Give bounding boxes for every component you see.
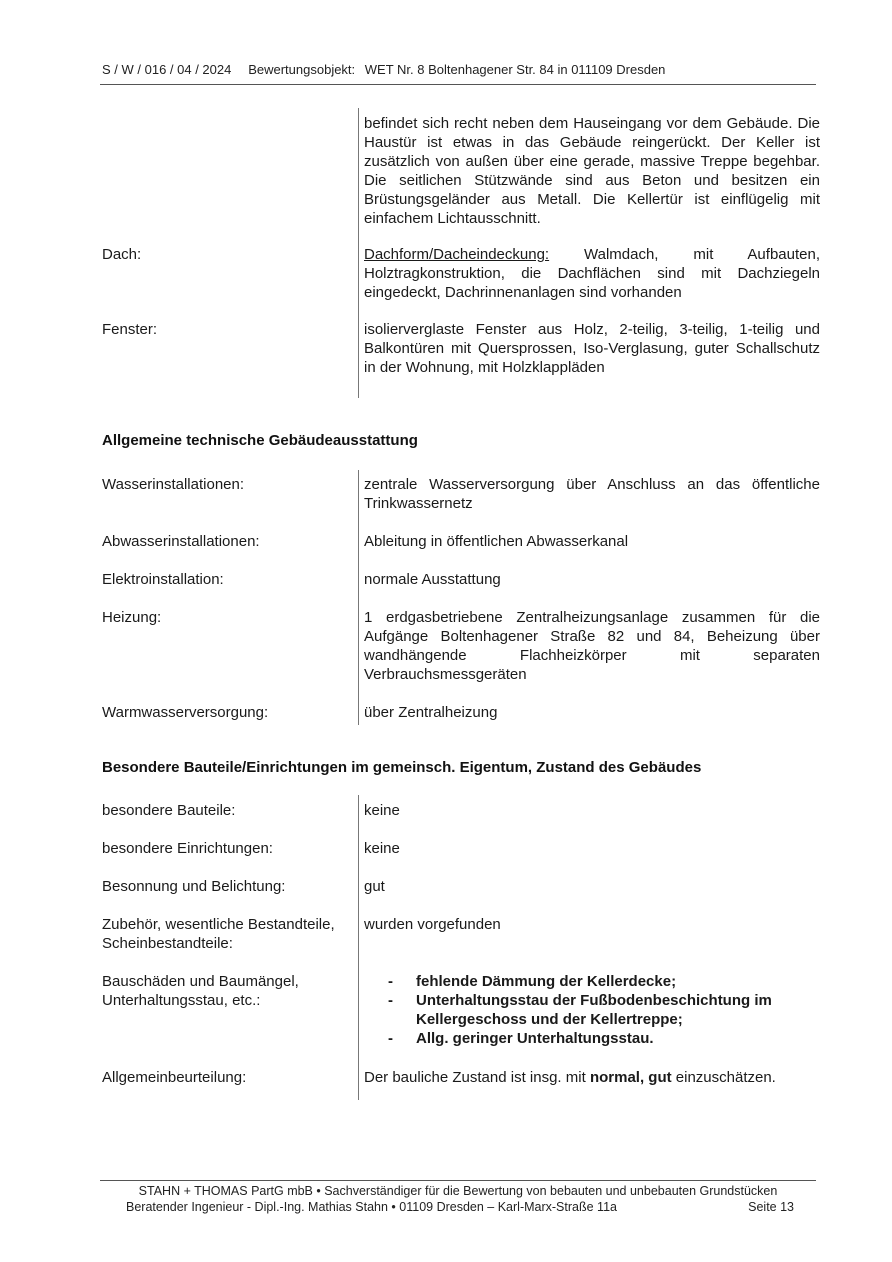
column-divider — [358, 795, 359, 1100]
label-abwasser: Abwasserinstallationen: — [102, 533, 260, 550]
label-besonnung: Besonnung und Belichtung: — [102, 878, 286, 895]
label-wasser: Wasserinstallationen: — [102, 476, 245, 493]
value-einrichtungen: keine — [364, 840, 400, 857]
header-divider — [100, 84, 816, 85]
label-bauteile: besondere Bauteile: — [102, 802, 236, 819]
label-dach: Dach: — [102, 246, 142, 263]
list-item: - Unterhaltungsstau der Fußbodenbeschichtung im Kellergeschoss und der Kellertreppe; — [388, 992, 772, 1028]
section-title-technik: Allgemeine technische Gebäudeausstattung — [102, 432, 418, 449]
dach-text: Walmdach, mit Aufbauten, Holztragkonstruktion, die Dachflächen sind mit Dachziegeln eingedeckt, Dachrinnenanlagen sind vorhanden — [364, 246, 820, 301]
list-item: - fehlende Dämmung der Kellerdecke; — [388, 973, 677, 990]
label-schaeden: Bauschäden und Baumängel, Unterhaltungsstau, etc.: — [102, 973, 299, 1009]
value-beurteilung: Der bauliche Zustand ist insg. mit normal, gut einzuschätzen. — [364, 1069, 776, 1086]
value-abwasser: Ableitung in öffentlichen Abwasserkanal — [364, 533, 629, 550]
object-address: WET Nr. 8 Boltenhagener Str. 84 in 011109 Dresden — [364, 62, 666, 77]
value-zubehoer: wurden vorgefunden — [364, 916, 501, 933]
value-schaeden — [364, 972, 820, 1048]
column-divider — [358, 108, 359, 398]
page-header — [102, 62, 822, 77]
page-number: Seite 13 — [748, 1200, 794, 1214]
value-fenster: isolierverglaste Fenster aus Holz, 2-teilig, 3-teilig, 1-teilig und Balkontüren mit Quersprossen, Iso-Verglasung, guter Schallschutz in der Wohnung, mit Holzklappläden — [364, 321, 820, 376]
value-besonnung: gut — [364, 878, 385, 895]
beurteilung-rating: normal, gut — [589, 1069, 672, 1086]
label-heizung: Heizung: — [102, 609, 162, 626]
footer-divider — [100, 1180, 816, 1181]
label-zubehoer: Zubehör, wesentliche Bestandteile, Scheinbestandteile: — [102, 916, 335, 952]
value-heizung: 1 erdgasbetriebene Zentralheizungsanlage zusammen für die Aufgänge Boltenhagener Straße 82 und 84, Beheizung über wandhängende Flachheizkörper mit separaten Verbrauchsmessgeräten — [364, 609, 820, 683]
label-warmwasser: Warmwasserversorgung: — [102, 704, 269, 721]
value-wasser: zentrale Wasserversorgung über Anschluss an das öffentliche Trinkwassernetz — [364, 476, 820, 512]
value-bauteile: keine — [364, 802, 400, 819]
label-beurteilung: Allgemeinbeurteilung: — [102, 1069, 247, 1086]
label-elektro: Elektroinstallation: — [102, 571, 224, 588]
footer-line-1: STAHN + THOMAS PartG mbB • Sachverständiger für die Bewertung von bebauten und unbebauten Grundstücken — [138, 1184, 778, 1198]
section-title-bauteile: Besondere Bauteile/Einrichtungen im gemeinsch. Eigentum, Zustand des Gebäudes — [102, 759, 702, 776]
label-einrichtungen: besondere Einrichtungen: — [102, 840, 273, 857]
object-label: Bewertungsobjekt: — [248, 62, 356, 77]
footer-line-2: Beratender Ingenieur - Dipl.-Ing. Mathias Stahn • 01109 Dresden – Karl-Marx-Straße 11a Seite 13 — [126, 1200, 794, 1214]
intro-text: befindet sich recht neben dem Hauseingang vor dem Gebäude. Die Haustür ist etwas in das Gebäude reingerückt. Der Keller ist zusätzlich von außen über eine gerade, massive Treppe begehbar. Die seitlichen Stützwände sind aus Beton und besitzen ein Brüstungsgeländer aus Metall. Die Kellertür ist einflügelig mit einfachem Lichtausschnitt. — [364, 115, 820, 227]
schaeden-list — [364, 972, 820, 1048]
dach-title: Dachform/Dacheindeckung: — [364, 246, 550, 263]
label-fenster: Fenster: — [102, 321, 158, 338]
column-divider — [358, 470, 359, 725]
document-reference: S / W / 016 / 04 / 2024 — [102, 62, 232, 77]
value-dach — [364, 245, 820, 302]
list-item: - Allg. geringer Unterhaltungsstau. — [388, 1030, 654, 1047]
value-warmwasser: über Zentralheizung — [364, 704, 498, 721]
value-elektro: normale Ausstattung — [364, 571, 501, 588]
